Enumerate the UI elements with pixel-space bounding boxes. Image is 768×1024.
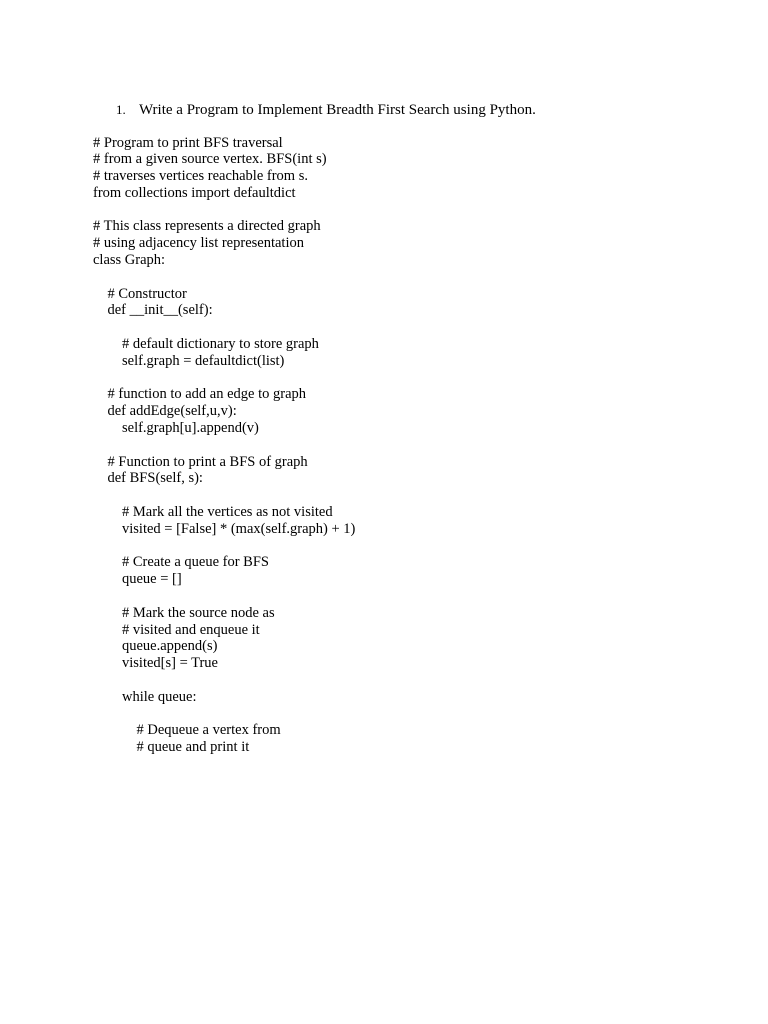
code-line: def __init__(self): <box>93 302 213 319</box>
code-line: def BFS(self, s): <box>93 470 203 487</box>
code-line: # visited and enqueue it <box>93 621 260 638</box>
code-line: # using adjacency list representation <box>93 235 304 252</box>
code-line: visited = [False] * (max(self.graph) + 1) <box>93 520 356 537</box>
list-number: 1. <box>116 102 126 117</box>
code-line <box>93 487 355 504</box>
code-line: # Function to print a BFS of graph <box>93 453 308 470</box>
code-line <box>93 538 355 555</box>
code-line <box>93 588 355 605</box>
code-line: # traverses vertices reachable from s. <box>93 168 308 185</box>
code-line <box>93 370 355 387</box>
question-item <box>116 100 536 120</box>
code-block <box>93 135 355 756</box>
code-line <box>93 202 355 219</box>
code-line: # from a given source vertex. BFS(int s) <box>93 151 327 168</box>
code-line: while queue: <box>93 688 197 705</box>
code-line: # Dequeue a vertex from <box>93 722 281 739</box>
code-line: # Mark the source node as <box>93 604 275 621</box>
code-line: # Mark all the vertices as not visited <box>93 504 333 521</box>
code-line: queue.append(s) <box>93 638 218 655</box>
code-line <box>93 672 355 689</box>
code-line: # queue and print it <box>93 739 250 756</box>
code-line: self.graph = defaultdict(list) <box>93 352 285 369</box>
code-line: # Constructor <box>93 285 187 302</box>
code-line: # default dictionary to store graph <box>93 336 319 353</box>
code-line: visited[s] = True <box>93 655 218 672</box>
code-line <box>93 706 355 723</box>
code-line: queue = [] <box>93 571 182 588</box>
code-line <box>93 269 355 286</box>
question-text: Write a Program to Implement Breadth First Search using Python. <box>139 102 536 118</box>
code-line: from collections import defaultdict <box>93 184 296 201</box>
code-line <box>93 319 355 336</box>
code-line: class Graph: <box>93 252 166 269</box>
code-line <box>93 437 355 454</box>
code-line: self.graph[u].append(v) <box>93 420 259 437</box>
code-line: # Create a queue for BFS <box>93 554 269 571</box>
code-line: def addEdge(self,u,v): <box>93 403 237 420</box>
code-line: # This class represents a directed graph <box>93 218 321 235</box>
code-line: # function to add an edge to graph <box>93 386 307 403</box>
code-line: # Program to print BFS traversal <box>93 134 283 151</box>
